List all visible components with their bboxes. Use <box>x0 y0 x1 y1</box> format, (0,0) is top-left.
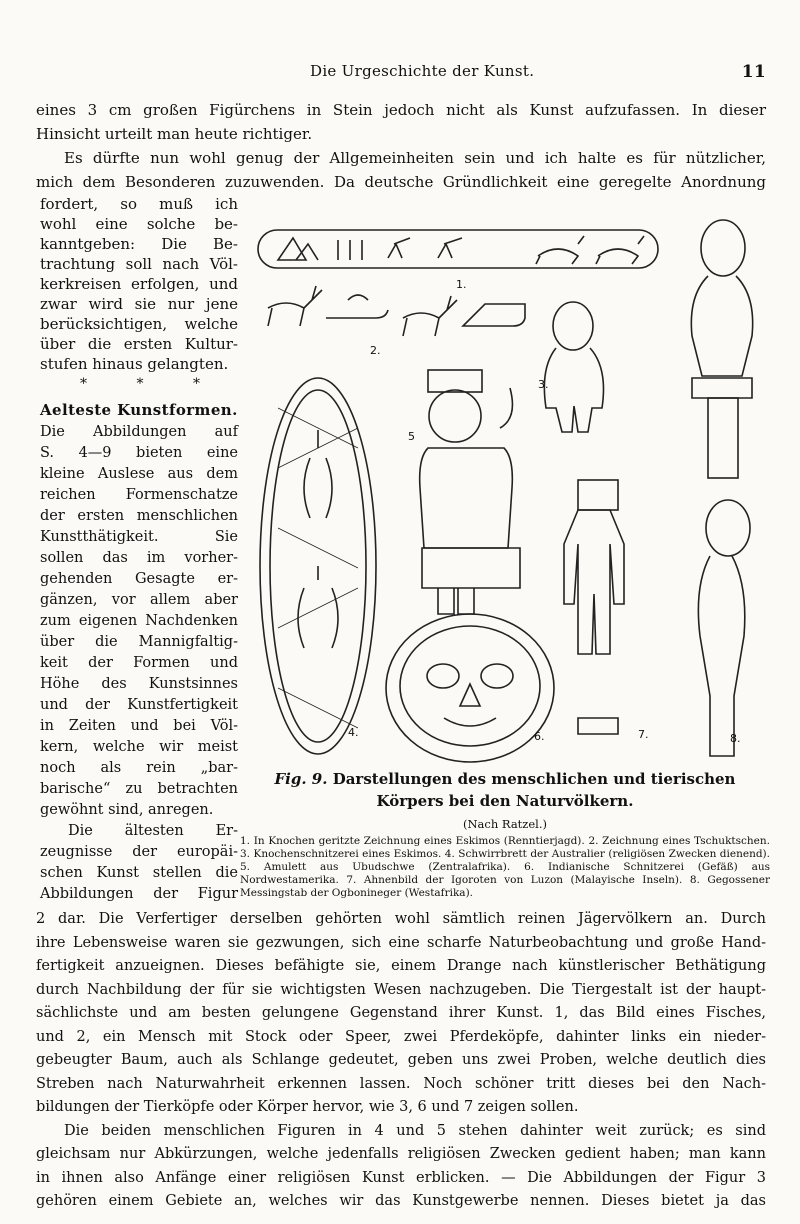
text-line: Kunstthätigkeit. Sie <box>40 529 238 545</box>
ancestor-figure <box>564 480 624 734</box>
text-line: zum eigenen Nachdenken <box>40 613 238 629</box>
figure-number: 8. <box>730 732 741 745</box>
text-line: schen Kunst stellen die <box>40 865 238 881</box>
figure-number: 3. <box>538 378 549 391</box>
text-line: der ersten menschlichen <box>40 508 238 524</box>
text-line: zeugnisse der europäi- <box>40 844 238 860</box>
text-line: trachtung soll nach Völ- <box>40 255 238 273</box>
figure-number: 2. <box>370 344 381 357</box>
text-line: Die beiden menschlichen Figuren in 4 und 5 stehen dahinter weit zurück; es sind <box>64 1122 766 1139</box>
figure-title: Darstellungen des menschlichen und tierischen Körpers bei den Naturvölkern. <box>332 770 736 810</box>
text-line: Hinsicht urteilt man heute richtiger. <box>36 125 313 143</box>
text-line: Es dürfte nun wohl genug der Allgemeinheiten sein und ich halte es für nützlicher, <box>64 149 766 167</box>
text-line: in ihnen also Anfänge einer religiösen Kunst erblicken. — Die Abbildungen der Figur 3 <box>36 1169 766 1186</box>
text-line: gehören einem Gebiete an, welches wir das Kunstgewerbe nennen. Dieses bietet ja das <box>36 1193 766 1209</box>
text-line: fertigkeit anzueignen. Dieses befähigte sie, einem Drange nach künstlerischer Bethätigung <box>36 958 766 974</box>
bone-carving-hunt-scene <box>258 230 658 268</box>
eskimo-bone-carving <box>544 302 603 432</box>
figure-number: 6. <box>534 730 545 743</box>
amulet-figure <box>420 370 520 614</box>
text-line: über die Mannigfaltig- <box>40 634 238 650</box>
text-line: durch Nachbildung der für sie wichtigsten Wesen nachzugeben. Die Tiergestalt ist der haupt- <box>36 981 766 998</box>
reindeer-sled-drawing <box>268 286 525 336</box>
text-line: über die ersten Kultur- <box>40 335 238 353</box>
figure-number: 7. <box>638 728 649 741</box>
text-line: kern, welche wir meist <box>40 739 238 755</box>
figure-number: 1. <box>456 278 467 291</box>
text-line: Die Abbildungen auf <box>40 424 238 440</box>
text-line: ihre Lebensweise waren sie gezwungen, sich eine scharfe Naturbeobachtung und große Hand- <box>36 934 766 951</box>
brass-staff <box>691 220 752 756</box>
text-line: gänzen, vor allem aber <box>40 592 238 608</box>
figure-legend: 1. In Knochen geritzte Zeichnung eines Eskimos (Renntierjagd). 2. Zeichnung eines Tschuktschen. 3. Knochenschnitzerei eines Eskimos. 4. Schwirrbrett der Australier (religiösen Zwecken dienend). 5. Amulett aus Ubudschwe (Zentralafrika). 6. Indianische Schnitzerei (Gefäß) aus Nordwestamerika. 7. Ahnenbild der Igoroten von Luzon (Malayische Inseln). 8. Gegossener Messingstab der Ogbonineger (Westafrika). <box>240 835 770 899</box>
text-line: und der Kunstfertigkeit <box>40 697 238 713</box>
text-line: reichen Formenschatze <box>40 487 238 503</box>
figure-number: 5 <box>408 430 415 443</box>
section-separator <box>60 376 220 396</box>
text-line: gleichsam nur Abkürzungen, welche jedenfalls religiösen Zwecken gedient haben; man kann <box>36 1146 766 1162</box>
text-line: kerkreisen erfolgen, und <box>40 275 238 293</box>
text-line: berücksichtigen, welche <box>40 315 238 333</box>
text-line: S. 4—9 bieten eine <box>40 445 238 461</box>
figure-number: 4. <box>348 726 359 739</box>
figure-caption-title <box>240 768 770 814</box>
figure-source: (Nach Ratzel.) <box>463 817 547 831</box>
separator-star: * <box>80 376 87 392</box>
text-line: noch als rein „bar- <box>40 760 238 776</box>
text-line: in Zeiten und bei Völ- <box>40 718 238 734</box>
section-heading: Aelteste Kunstformen. <box>40 401 238 419</box>
artifact-engraving <box>238 208 778 763</box>
page-header <box>0 62 800 86</box>
artifact-illustration <box>238 208 778 763</box>
text-line: 2 dar. Die Verfertiger derselben gehörten wohl sämtlich reinen Jägervölkern an. Durch <box>36 911 766 927</box>
text-line: gewöhnt sind, anregen. <box>40 802 214 818</box>
text-line: Die ältesten Er- <box>68 823 238 839</box>
separator-star: * <box>193 376 200 392</box>
page-number: 11 <box>741 62 766 82</box>
text-line: Abbildungen der Figur <box>40 886 238 902</box>
text-line: kleine Auslese aus dem <box>40 466 238 482</box>
text-line: zwar wird sie nur jene <box>40 295 238 313</box>
text-line: wohl eine solche be- <box>40 215 238 233</box>
text-line: gebeugter Baum, auch als Schlange gedeutet, geben uns zwei Proben, welche deutlich dies <box>36 1052 766 1068</box>
text-line: bildungen der Tierköpfe oder Körper hervor, wie 3, 6 und 7 zeigen sollen. <box>36 1099 579 1115</box>
text-line: barische“ zu betrachten <box>40 781 238 797</box>
text-line: eines 3 cm großen Figürchens in Stein jedoch nicht als Kunst aufzufassen. In dieser <box>36 101 766 119</box>
text-line: fordert, so muß ich <box>40 195 238 213</box>
figure-label: Fig. 9. <box>274 770 328 788</box>
text-line: stufen hinaus gelangten. <box>40 355 229 373</box>
text-line: sollen das im vorher- <box>40 550 238 566</box>
text-line: mich dem Besonderen zuzuwenden. Da deutsche Gründlichkeit eine geregelte Anordnung <box>36 173 766 191</box>
text-line: und 2, ein Mensch mit Stock oder Speer, zwei Pferdeköpfe, dahinter links ein nieder- <box>36 1028 766 1045</box>
text-line: Streben nach Naturwahrheit erkennen lassen. Noch schöner tritt dieses bei den Nach- <box>36 1075 766 1092</box>
text-line: kanntgeben: Die Be- <box>40 235 238 253</box>
running-title: Die Urgeschichte der Kunst. <box>310 62 535 80</box>
text-line: Höhe des Kunstsinnes <box>40 676 238 692</box>
text-line: gehenden Gesagte er- <box>40 571 238 587</box>
text-line: keit der Formen und <box>40 655 238 671</box>
carved-mask-vessel <box>386 614 554 762</box>
text-line: sächlichste und am besten gelungene Gegenstand ihrer Kunst. 1, das Bild eines Fisches, <box>36 1005 766 1021</box>
bullroarer <box>260 378 376 754</box>
engraving-lines <box>258 220 753 762</box>
separator-star: * <box>136 376 144 392</box>
